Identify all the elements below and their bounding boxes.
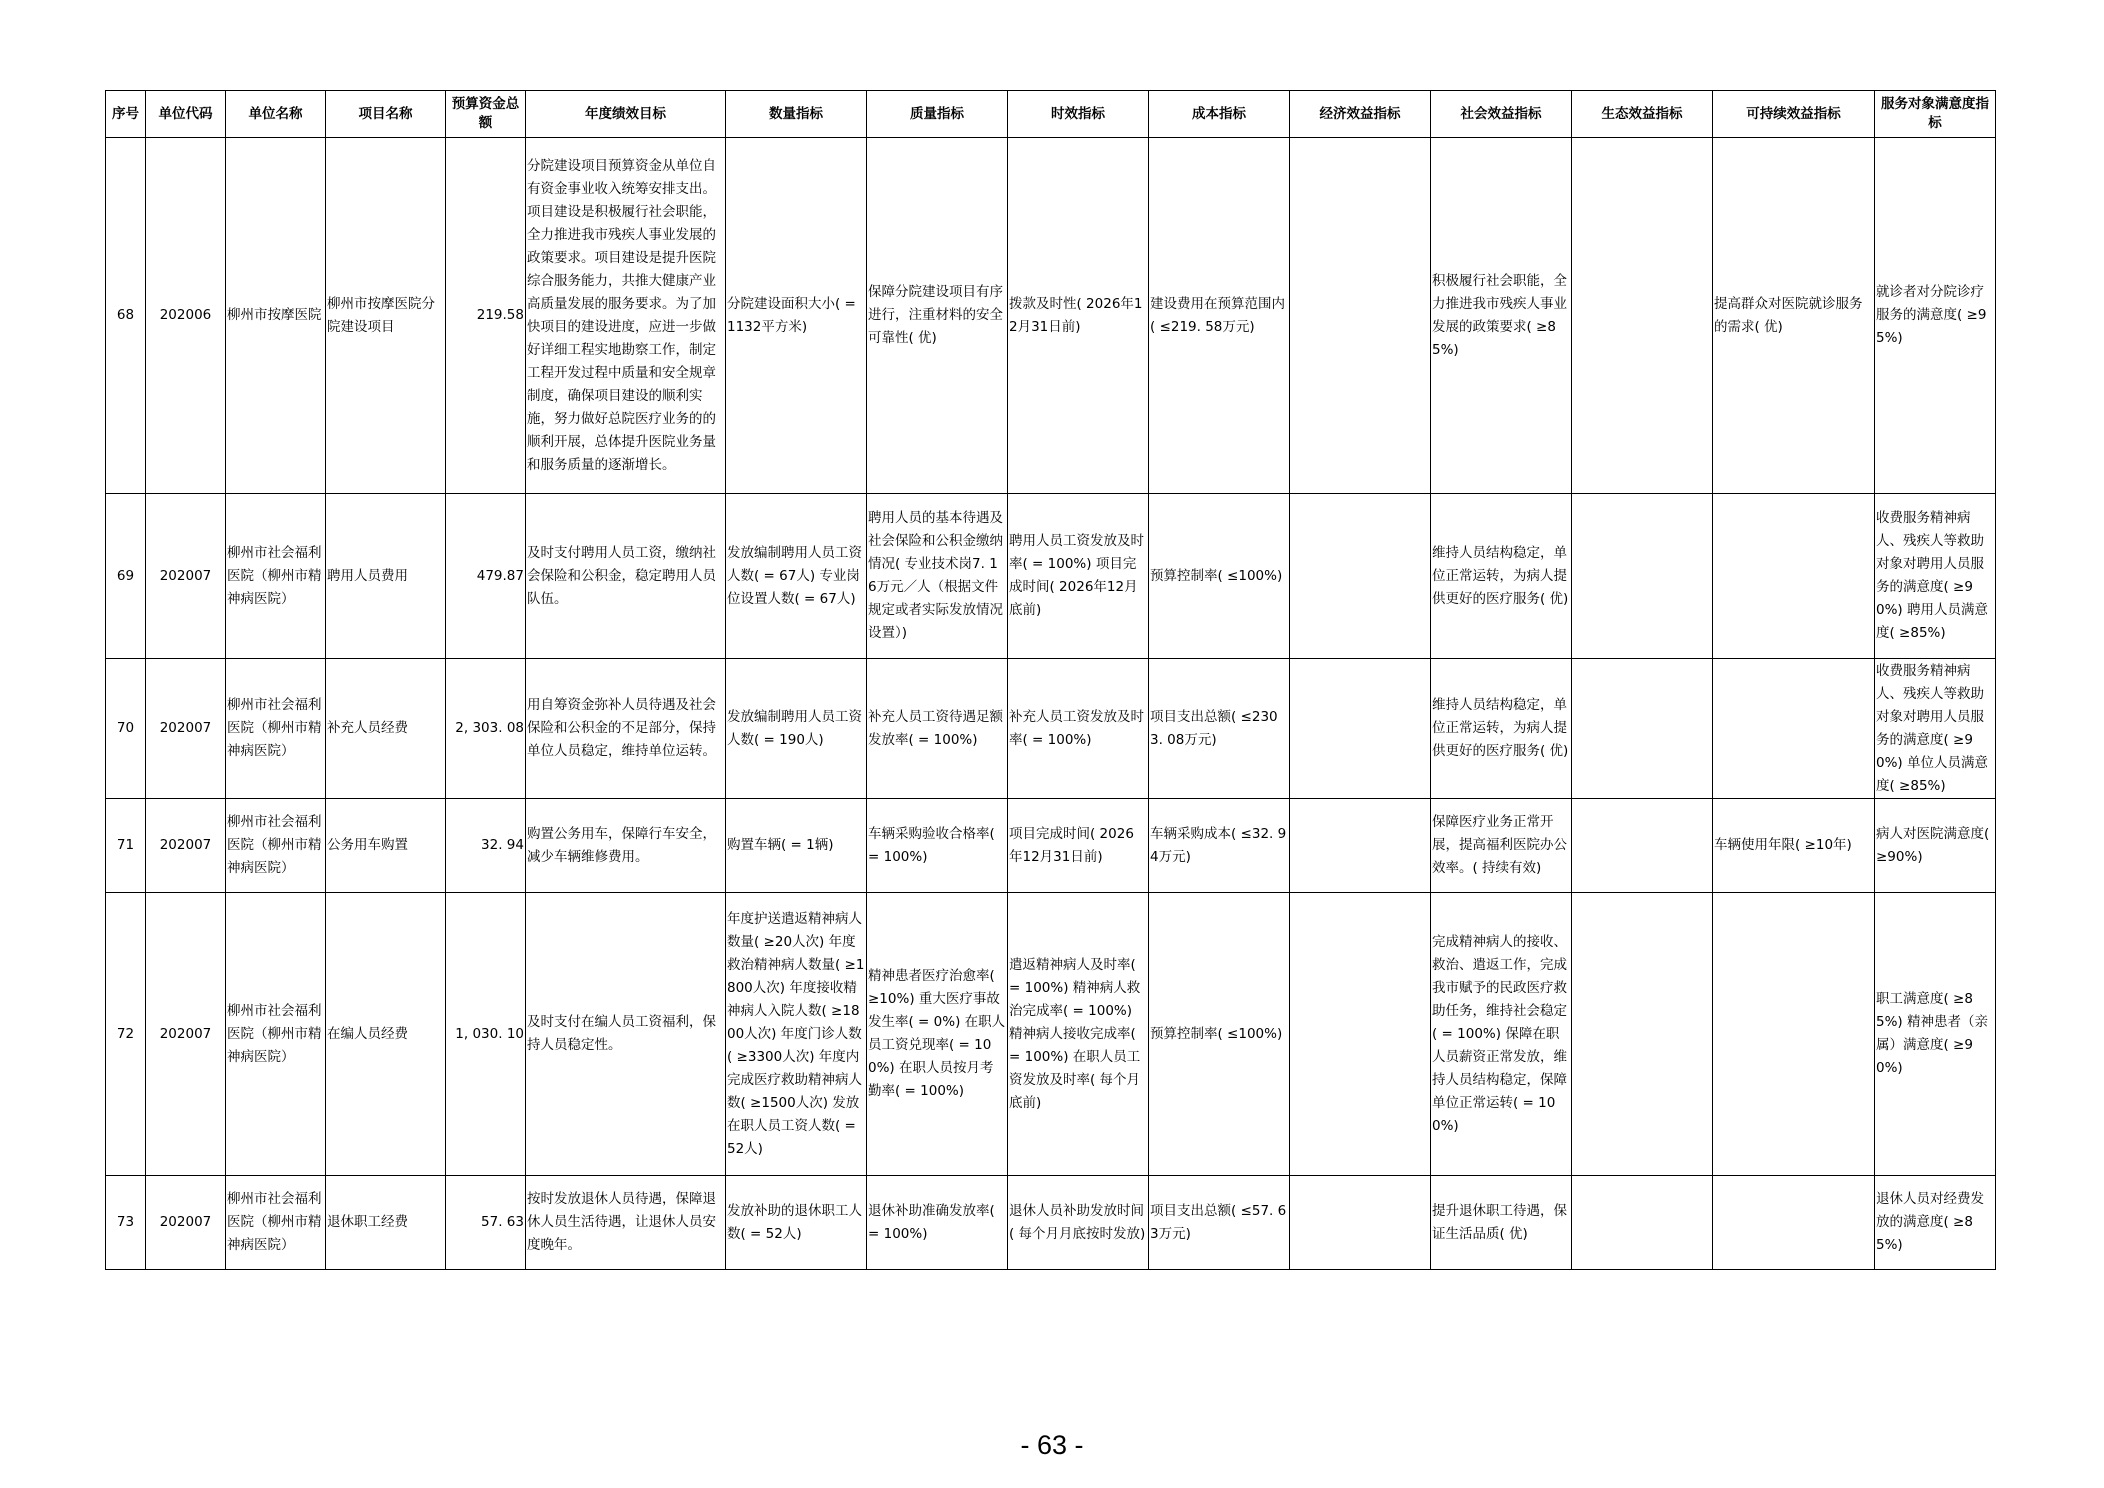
cell-unit-code: 202007	[146, 1176, 226, 1270]
cell-satisfaction: 职工满意度( ≥85%) 精神患者（亲属）满意度( ≥90%)	[1875, 893, 1996, 1176]
table-row	[106, 799, 1996, 893]
cell-seq: 73	[106, 1176, 146, 1270]
cell-social: 维持人员结构稳定，单位正常运转，为病人提供更好的医疗服务( 优)	[1431, 494, 1572, 659]
header-cost: 成本指标	[1149, 91, 1290, 138]
cell-satisfaction: 病人对医院满意度( ≥90%)	[1875, 799, 1996, 893]
cell-cost: 项目支出总额( ≤2303. 08万元)	[1149, 659, 1290, 799]
cell-budget-total: 32. 94	[446, 799, 526, 893]
cell-quality: 退休补助准确发放率( = 100%)	[867, 1176, 1008, 1270]
cell-economic	[1290, 893, 1431, 1176]
cell-social: 保障医疗业务正常开展，提高福利医院办公效率。( 持续有效)	[1431, 799, 1572, 893]
cell-ecological	[1572, 138, 1713, 494]
cell-quantity: 发放编制聘用人员工资人数( = 67人) 专业岗位设置人数( = 67人)	[726, 494, 867, 659]
cell-economic	[1290, 659, 1431, 799]
cell-satisfaction: 就诊者对分院诊疗服务的满意度( ≥95%)	[1875, 138, 1996, 494]
cell-seq: 70	[106, 659, 146, 799]
cell-annual-goal: 用自筹资金弥补人员待遇及社会保险和公积金的不足部分，保持单位人员稳定，维持单位运转。	[526, 659, 726, 799]
cell-unit-name: 柳州市社会福利医院（柳州市精神病医院）	[226, 893, 326, 1176]
cell-quality: 补充人员工资待遇足额发放率( = 100%)	[867, 659, 1008, 799]
table-row	[106, 659, 1996, 799]
cell-cost: 建设费用在预算范围内( ≤219. 58万元)	[1149, 138, 1290, 494]
header-social: 社会效益指标	[1431, 91, 1572, 138]
cell-economic	[1290, 1176, 1431, 1270]
cell-cost: 预算控制率( ≤100%)	[1149, 494, 1290, 659]
cell-timeliness: 遣返精神病人及时率( = 100%) 精神病人救治完成率( = 100%) 精神病人接收完成率( = 100%) 在职人员工资发放及时率( 每个月底前)	[1008, 893, 1149, 1176]
cell-quality: 精神患者医疗治愈率( ≥10%) 重大医疗事故发生率( = 0%) 在职人员工资兑现率( = 100%) 在职人员按月考勤率( = 100%)	[867, 893, 1008, 1176]
cell-timeliness: 项目完成时间( 2026年12月31日前)	[1008, 799, 1149, 893]
cell-economic	[1290, 799, 1431, 893]
cell-ecological	[1572, 1176, 1713, 1270]
header-budget-total: 预算资金总额	[446, 91, 526, 138]
cell-project-name: 柳州市按摩医院分院建设项目	[326, 138, 446, 494]
cell-sustainable	[1713, 1176, 1875, 1270]
cell-ecological	[1572, 799, 1713, 893]
cell-timeliness: 聘用人员工资发放及时率( = 100%) 项目完成时间( 2026年12月底前)	[1008, 494, 1149, 659]
cell-sustainable: 提高群众对医院就诊服务的需求( 优)	[1713, 138, 1875, 494]
cell-satisfaction: 收费服务精神病人、残疾人等救助对象对聘用人员服务的满意度( ≥90%) 聘用人员满意度( ≥85%)	[1875, 494, 1996, 659]
cell-social: 完成精神病人的接收、救治、遣返工作，完成我市赋予的民政医疗救助任务，维持社会稳定( = 100%) 保障在职人员薪资正常发放，维持人员结构稳定，保障单位正常运转( = 100%)	[1431, 893, 1572, 1176]
cell-unit-code: 202007	[146, 494, 226, 659]
table-row	[106, 138, 1996, 494]
cell-quality: 聘用人员的基本待遇及社会保险和公积金缴纳情况( 专业技术岗7. 16万元／人（根据文件规定或者实际发放情况设置）)	[867, 494, 1008, 659]
header-sustainable: 可持续效益指标	[1713, 91, 1875, 138]
cell-social: 积极履行社会职能，全力推进我市残疾人事业发展的政策要求( ≥85%)	[1431, 138, 1572, 494]
cell-quantity: 购置车辆( = 1辆)	[726, 799, 867, 893]
cell-seq: 68	[106, 138, 146, 494]
table-row	[106, 893, 1996, 1176]
cell-social: 提升退休职工待遇，保证生活品质( 优)	[1431, 1176, 1572, 1270]
cell-economic	[1290, 138, 1431, 494]
cell-annual-goal: 购置公务用车，保障行车安全，减少车辆维修费用。	[526, 799, 726, 893]
cell-project-name: 退休职工经费	[326, 1176, 446, 1270]
header-timeliness: 时效指标	[1008, 91, 1149, 138]
cell-budget-total: 219.58	[446, 138, 526, 494]
cell-unit-name: 柳州市社会福利医院（柳州市精神病医院）	[226, 1176, 326, 1270]
cell-budget-total: 479.87	[446, 494, 526, 659]
header-unit-name: 单位名称	[226, 91, 326, 138]
header-satisfaction: 服务对象满意度指标	[1875, 91, 1996, 138]
cell-seq: 69	[106, 494, 146, 659]
cell-quantity: 年度护送遣返精神病人数量( ≥20人次) 年度救治精神病人数量( ≥1800人次) 年度接收精神病人入院人数( ≥1800人次) 年度门诊人数( ≥3300人次) 年度内完成医疗救助精神病人数( ≥1500人次) 发放在职人员工资人数( = 52人)	[726, 893, 867, 1176]
cell-budget-total: 57. 63	[446, 1176, 526, 1270]
cell-cost: 车辆采购成本( ≤32. 94万元)	[1149, 799, 1290, 893]
cell-project-name: 聘用人员费用	[326, 494, 446, 659]
cell-timeliness: 退休人员补助发放时间( 每个月月底按时发放)	[1008, 1176, 1149, 1270]
cell-ecological	[1572, 893, 1713, 1176]
cell-project-name: 公务用车购置	[326, 799, 446, 893]
cell-unit-code: 202007	[146, 799, 226, 893]
cell-annual-goal: 及时支付在编人员工资福利，保持人员稳定性。	[526, 893, 726, 1176]
cell-sustainable	[1713, 494, 1875, 659]
cell-timeliness: 拨款及时性( 2026年12月31日前)	[1008, 138, 1149, 494]
cell-unit-name: 柳州市社会福利医院（柳州市精神病医院）	[226, 659, 326, 799]
cell-annual-goal: 按时发放退休人员待遇，保障退休人员生活待遇，让退休人员安度晚年。	[526, 1176, 726, 1270]
header-row	[106, 91, 1996, 138]
cell-cost: 预算控制率( ≤100%)	[1149, 893, 1290, 1176]
header-quality: 质量指标	[867, 91, 1008, 138]
cell-economic	[1290, 494, 1431, 659]
cell-annual-goal: 分院建设项目预算资金从单位自有资金事业收入统筹安排支出。项目建设是积极履行社会职能，全力推进我市残疾人事业发展的政策要求。项目建设是提升医院综合服务能力，共推大健康产业高质量发展的服务要求。为了加快项目的建设进度，应进一步做好详细工程实地勘察工作，制定工程开发过程中质量和安全规章制度，确保项目建设的顺利实施，努力做好总院医疗业务的的顺利开展，总体提升医院业务量和服务质量的逐渐增长。	[526, 138, 726, 494]
cell-quantity: 发放编制聘用人员工资人数( = 190人)	[726, 659, 867, 799]
cell-budget-total: 2, 303. 08	[446, 659, 526, 799]
cell-unit-code: 202006	[146, 138, 226, 494]
cell-quantity: 分院建设面积大小( = 1132平方米)	[726, 138, 867, 494]
cell-satisfaction: 收费服务精神病人、残疾人等救助对象对聘用人员服务的满意度( ≥90%) 单位人员满意度( ≥85%)	[1875, 659, 1996, 799]
performance-table	[105, 90, 1996, 1270]
table-row	[106, 1176, 1996, 1270]
cell-seq: 71	[106, 799, 146, 893]
header-annual-goal: 年度绩效目标	[526, 91, 726, 138]
cell-cost: 项目支出总额( ≤57. 63万元)	[1149, 1176, 1290, 1270]
cell-social: 维持人员结构稳定，单位正常运转，为病人提供更好的医疗服务( 优)	[1431, 659, 1572, 799]
cell-ecological	[1572, 494, 1713, 659]
cell-unit-code: 202007	[146, 659, 226, 799]
cell-seq: 72	[106, 893, 146, 1176]
cell-unit-code: 202007	[146, 893, 226, 1176]
header-quantity: 数量指标	[726, 91, 867, 138]
table-row	[106, 494, 1996, 659]
header-economic: 经济效益指标	[1290, 91, 1431, 138]
cell-budget-total: 1, 030. 10	[446, 893, 526, 1176]
cell-unit-name: 柳州市社会福利医院（柳州市精神病医院）	[226, 494, 326, 659]
cell-project-name: 补充人员经费	[326, 659, 446, 799]
header-project-name: 项目名称	[326, 91, 446, 138]
cell-quantity: 发放补助的退休职工人数( = 52人)	[726, 1176, 867, 1270]
cell-satisfaction: 退休人员对经费发放的满意度( ≥85%)	[1875, 1176, 1996, 1270]
cell-unit-name: 柳州市按摩医院	[226, 138, 326, 494]
header-seq: 序号	[106, 91, 146, 138]
cell-sustainable	[1713, 893, 1875, 1176]
cell-timeliness: 补充人员工资发放及时率( = 100%)	[1008, 659, 1149, 799]
header-unit-code: 单位代码	[146, 91, 226, 138]
header-ecological: 生态效益指标	[1572, 91, 1713, 138]
cell-unit-name: 柳州市社会福利医院（柳州市精神病医院）	[226, 799, 326, 893]
page-number: - 63 -	[1020, 1430, 1084, 1460]
cell-project-name: 在编人员经费	[326, 893, 446, 1176]
cell-sustainable	[1713, 659, 1875, 799]
cell-quality: 车辆采购验收合格率( = 100%)	[867, 799, 1008, 893]
cell-annual-goal: 及时支付聘用人员工资，缴纳社会保险和公积金，稳定聘用人员队伍。	[526, 494, 726, 659]
cell-ecological	[1572, 659, 1713, 799]
cell-sustainable: 车辆使用年限( ≥10年)	[1713, 799, 1875, 893]
cell-quality: 保障分院建设项目有序进行，注重材料的安全可靠性( 优)	[867, 138, 1008, 494]
